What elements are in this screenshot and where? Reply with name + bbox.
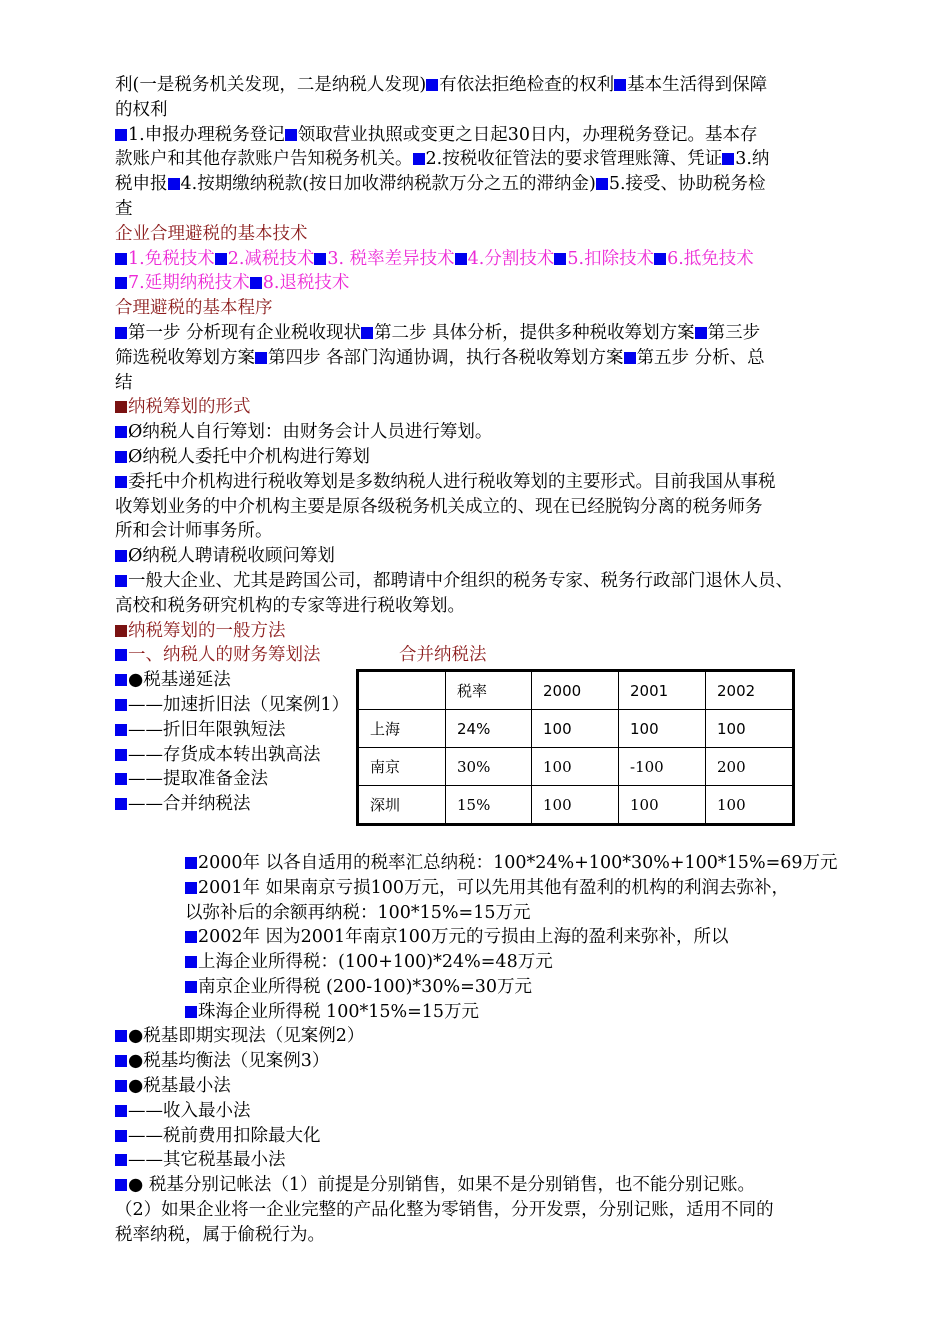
table-row [358, 710, 794, 748]
bullet-square-icon [185, 981, 197, 993]
text-line: 所和会计师事务所。 [115, 521, 273, 542]
bullet-square-icon [654, 253, 666, 265]
table-cell: 100 [532, 786, 619, 825]
table-title: 合并纳税法 [399, 645, 487, 666]
table-cell: 深圳 [358, 786, 446, 825]
bullet-square-icon [255, 352, 267, 364]
text-line: 收筹划业务的中介机构主要是原各级税务机关成立的、现在已经脱钩分离的税务师务 [115, 496, 763, 517]
bullet-square-icon [115, 625, 127, 637]
list-item: ——其它税基最小法 [115, 1148, 855, 1173]
bullet-square-icon [115, 798, 127, 810]
tech-list: 7.延期纳税技术 8.退税技术 [115, 271, 855, 296]
table-cell: 上海 [358, 710, 446, 748]
list-item: ●税基即期实现法（见案例2） [115, 1024, 855, 1049]
bullet-square-icon [314, 253, 326, 265]
table-cell: 100 [619, 786, 706, 825]
table-cell: 100 [532, 748, 619, 786]
bullet-square-icon [426, 79, 438, 91]
bullet-square-icon [185, 857, 197, 869]
text-line: 查 [115, 198, 133, 219]
list-item: ● 税基分别记帐法（1）前提是分别销售，如果不是分别销售，也不能分别记账。 [115, 1173, 855, 1198]
text-line: 高校和税务研究机构的专家等进行税收筹划。 [115, 595, 465, 616]
bullet-square-icon [115, 550, 127, 562]
document-page [115, 73, 855, 1248]
table-cell: 2001 [619, 671, 706, 710]
list-item: ●税基最小法 [115, 1074, 855, 1099]
bullet-square-icon [250, 277, 262, 289]
list-item: ——收入最小法 [115, 1099, 855, 1124]
bullet-square-icon [168, 178, 180, 190]
table-cell: 100 [706, 710, 794, 748]
table-row [358, 748, 794, 786]
bullet-square-icon [285, 129, 297, 141]
bullet-square-icon [115, 575, 127, 587]
list-item: ——税前费用扣除最大化 [115, 1124, 855, 1149]
bullet-square-icon [115, 699, 127, 711]
section-heading: 纳税筹划的形式 [115, 395, 855, 420]
bullet-square-icon [215, 253, 227, 265]
calc-line: 南京企业所得税 (200-100)*30%=30万元 [115, 975, 855, 1000]
table-cell: 100 [532, 710, 619, 748]
bullet-square-icon [115, 674, 127, 686]
text-line: 筛选税收筹划方案 第四步 各部门沟通协调，执行各税收筹划方案 第五步 分析、总 [115, 347, 765, 368]
list-item: ——折旧年限孰短法 [115, 718, 855, 743]
bullet-square-icon [115, 1080, 127, 1092]
table-cell: 24% [446, 710, 532, 748]
bullet-square-icon [115, 253, 127, 265]
calc-line: 2000年 以各自适用的税率汇总纳税：100*24%+100*30%+100*15%=69万元 [115, 851, 855, 876]
table-cell: 2002 [706, 671, 794, 710]
table-row [358, 786, 794, 825]
bullet-square-icon [554, 253, 566, 265]
bullet-square-icon [624, 352, 636, 364]
table-cell: 15% [446, 786, 532, 825]
bullet-square-icon [115, 1179, 127, 1191]
section-heading: 企业合理避税的基本技术 [115, 223, 308, 244]
bullet-square-icon [614, 79, 626, 91]
bullet-square-icon [722, 153, 734, 165]
bullet-square-icon [115, 749, 127, 761]
section-heading: 合理避税的基本程序 [115, 298, 273, 319]
list-item: ●税基均衡法（见案例3） [115, 1049, 855, 1074]
bullet-square-icon [115, 649, 127, 661]
text-line: 结 [115, 372, 133, 393]
table-cell: 2000 [532, 671, 619, 710]
list-item: ——加速折旧法（见案例1） [115, 693, 855, 718]
bullet-square-icon [115, 1154, 127, 1166]
bullet-square-icon [115, 451, 127, 463]
bullet-square-icon [413, 153, 425, 165]
bullet-square-icon [596, 178, 608, 190]
method-heading-row: 一、纳税人的财务筹划法 合并纳税法 [115, 643, 855, 668]
table-cell: 100 [619, 710, 706, 748]
bullet-square-icon [115, 129, 127, 141]
text-line: 税率纳税，属于偷税行为。 [115, 1224, 325, 1245]
table-cell: 30% [446, 748, 532, 786]
bullet-square-icon [185, 1006, 197, 1018]
text-line: （2）如果企业将一企业完整的产品化整为零销售，分开发票，分别记账，适用不同的 [115, 1200, 774, 1221]
bullet-square-icon [115, 1130, 127, 1142]
calc-line: 2001年 如果南京亏损100万元，可以先用其他有盈利的机构的利润去弥补， [115, 876, 855, 901]
calc-line: 2002年 因为2001年南京100万元的亏损由上海的盈利来弥补，所以 [115, 925, 855, 950]
table-header-row [358, 671, 794, 710]
table-cell: 南京 [358, 748, 446, 786]
bullet-square-icon [361, 327, 373, 339]
text-line: Ø纳税人自行筹划：由财务会计人员进行筹划。 [115, 420, 855, 445]
text-line: Ø纳税人委托中介机构进行筹划 [115, 445, 855, 470]
section-heading: 纳税筹划的一般方法 [115, 619, 855, 644]
text-line: 的权利 [115, 99, 168, 120]
bullet-square-icon [115, 724, 127, 736]
table-cell: -100 [619, 748, 706, 786]
bullet-square-icon [115, 1030, 127, 1042]
text-line: 一般大企业、尤其是跨国公司，都聘请中介组织的税务专家、税务行政部门退休人员、 [115, 569, 855, 594]
table-cell: 200 [706, 748, 794, 786]
list-item: ●税基递延法 [115, 668, 855, 693]
text-line: 第一步 分析现有企业税收现状 第二步 具体分析，提供多种税收筹划方案 第三步 [115, 321, 855, 346]
calc-line: 珠海企业所得税 100*15%=15万元 [115, 1000, 855, 1025]
bullet-square-icon [185, 956, 197, 968]
bullet-square-icon [185, 931, 197, 943]
tech-list: 1.免税技术 2.减税技术 3. 税率差异技术 4.分割技术 5.扣除技术 6.抵免技术 [115, 247, 855, 272]
text-line: 款账户和其他存款账户告知税务机关。 2.按税收征管法的要求管理账簿、凭证 3.纳 [115, 149, 770, 170]
text-line: Ø纳税人聘请税收顾问筹划 [115, 544, 855, 569]
text-line: 1.申报办理税务登记 领取营业执照或变更之日起30日内，办理税务登记。基本存 [115, 123, 855, 148]
list-item: ——合并纳税法 [115, 792, 855, 817]
table-cell [358, 671, 446, 710]
bullet-square-icon [115, 476, 127, 488]
calc-line: 上海企业所得税：(100+100)*24%=48万元 [115, 950, 855, 975]
bullet-square-icon [115, 327, 127, 339]
calc-line: 以弥补后的余额再纳税：100*15%=15万元 [185, 902, 531, 923]
list-item: ——提取准备金法 [115, 767, 855, 792]
bullet-square-icon [115, 401, 127, 413]
bullet-square-icon [115, 1055, 127, 1067]
bullet-square-icon [115, 1105, 127, 1117]
table-cell: 税率 [446, 671, 532, 710]
bullet-square-icon [115, 773, 127, 785]
table-cell: 100 [706, 786, 794, 825]
tax-table [356, 669, 795, 826]
bullet-square-icon [115, 277, 127, 289]
list-item: ——存货成本转出孰高法 [115, 743, 855, 768]
text-line: 税申报 4.按期缴纳税款(按日加收滞纳税款万分之五的滞纳金) 5.接受、协助税务检 [115, 174, 766, 195]
text-line: 利(一是税务机关发现，二是纳税人发现) 有依法拒绝检查的权利 基本生活得到保障 [115, 75, 768, 95]
bullet-square-icon [185, 882, 197, 894]
bullet-square-icon [695, 327, 707, 339]
bullet-square-icon [115, 426, 127, 438]
bullet-square-icon [455, 253, 467, 265]
text-line: 委托中介机构进行税收筹划是多数纳税人进行税收筹划的主要形式。目前我国从事税 [115, 470, 855, 495]
